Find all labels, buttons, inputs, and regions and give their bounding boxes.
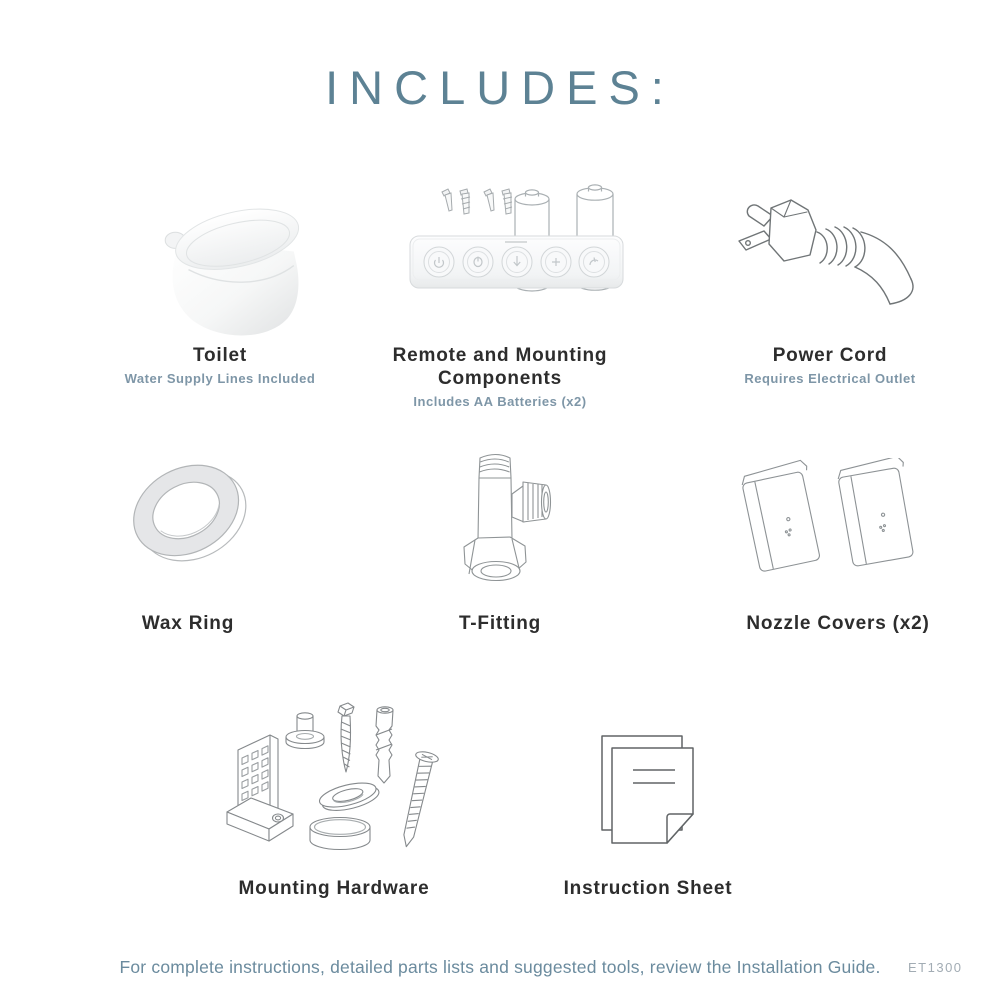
item-instruction-sheet [518,877,778,900]
wax-ring-drawing [118,446,258,581]
item-subtitle: Water Supply Lines Included [124,371,316,386]
item-t-fitting [370,612,630,635]
item-label: T-Fitting [458,613,542,634]
long-screw [395,750,439,849]
flanged-bolt [286,713,324,749]
item-mounting-hardware [204,877,464,900]
toilet-drawing [165,199,304,336]
item-power-cord [700,344,960,386]
remote-control [410,236,623,288]
wall-screws-and-anchors [442,189,512,214]
model-number: ET1300 [908,960,963,975]
item-label: Nozzle Covers (x2) [746,613,930,634]
washer [317,778,381,816]
item-label: Wax Ring [141,613,235,634]
page-title: INCLUDES: [325,61,675,114]
t-fitting-drawing [464,455,551,581]
item-remote-and-mounting-components [370,344,630,409]
mounting-hardware-illustration [218,688,483,866]
item-nozzle-covers [708,612,968,635]
item-label: Toilet [192,345,248,366]
instruction-sheet-drawing [602,736,693,843]
plug-drawing [739,200,913,304]
item-label: Remote and Mounting Components [392,345,608,389]
instruction-sheet-illustration [588,722,706,862]
item-label: Power Cord [772,345,888,366]
item-subtitle: Requires Electrical Outlet [744,371,916,386]
item-wax-ring [58,612,318,635]
rubber-puck [310,818,370,850]
nozzle-covers-illustration [728,458,918,586]
power-cord-illustration [722,192,927,310]
toilet-illustration [148,172,310,340]
footer-note: For complete instructions, detailed parts lists and suggested tools, review the Installation Guide. [119,957,881,977]
nozzle-cover-2 [836,458,918,567]
item-label: Instruction Sheet [563,878,733,899]
lag-screw [338,703,354,772]
item-subtitle: Includes AA Batteries (x2) [413,394,587,409]
wall-anchor [376,707,393,783]
wax-ring-illustration [118,444,258,586]
item-label: Mounting Hardware [238,878,430,899]
nozzle-cover-1 [740,459,827,572]
mounting-bracket [227,735,293,841]
item-toilet [90,344,350,386]
t-fitting-illustration [448,452,556,592]
remote-and-batteries-illustration [408,182,653,314]
